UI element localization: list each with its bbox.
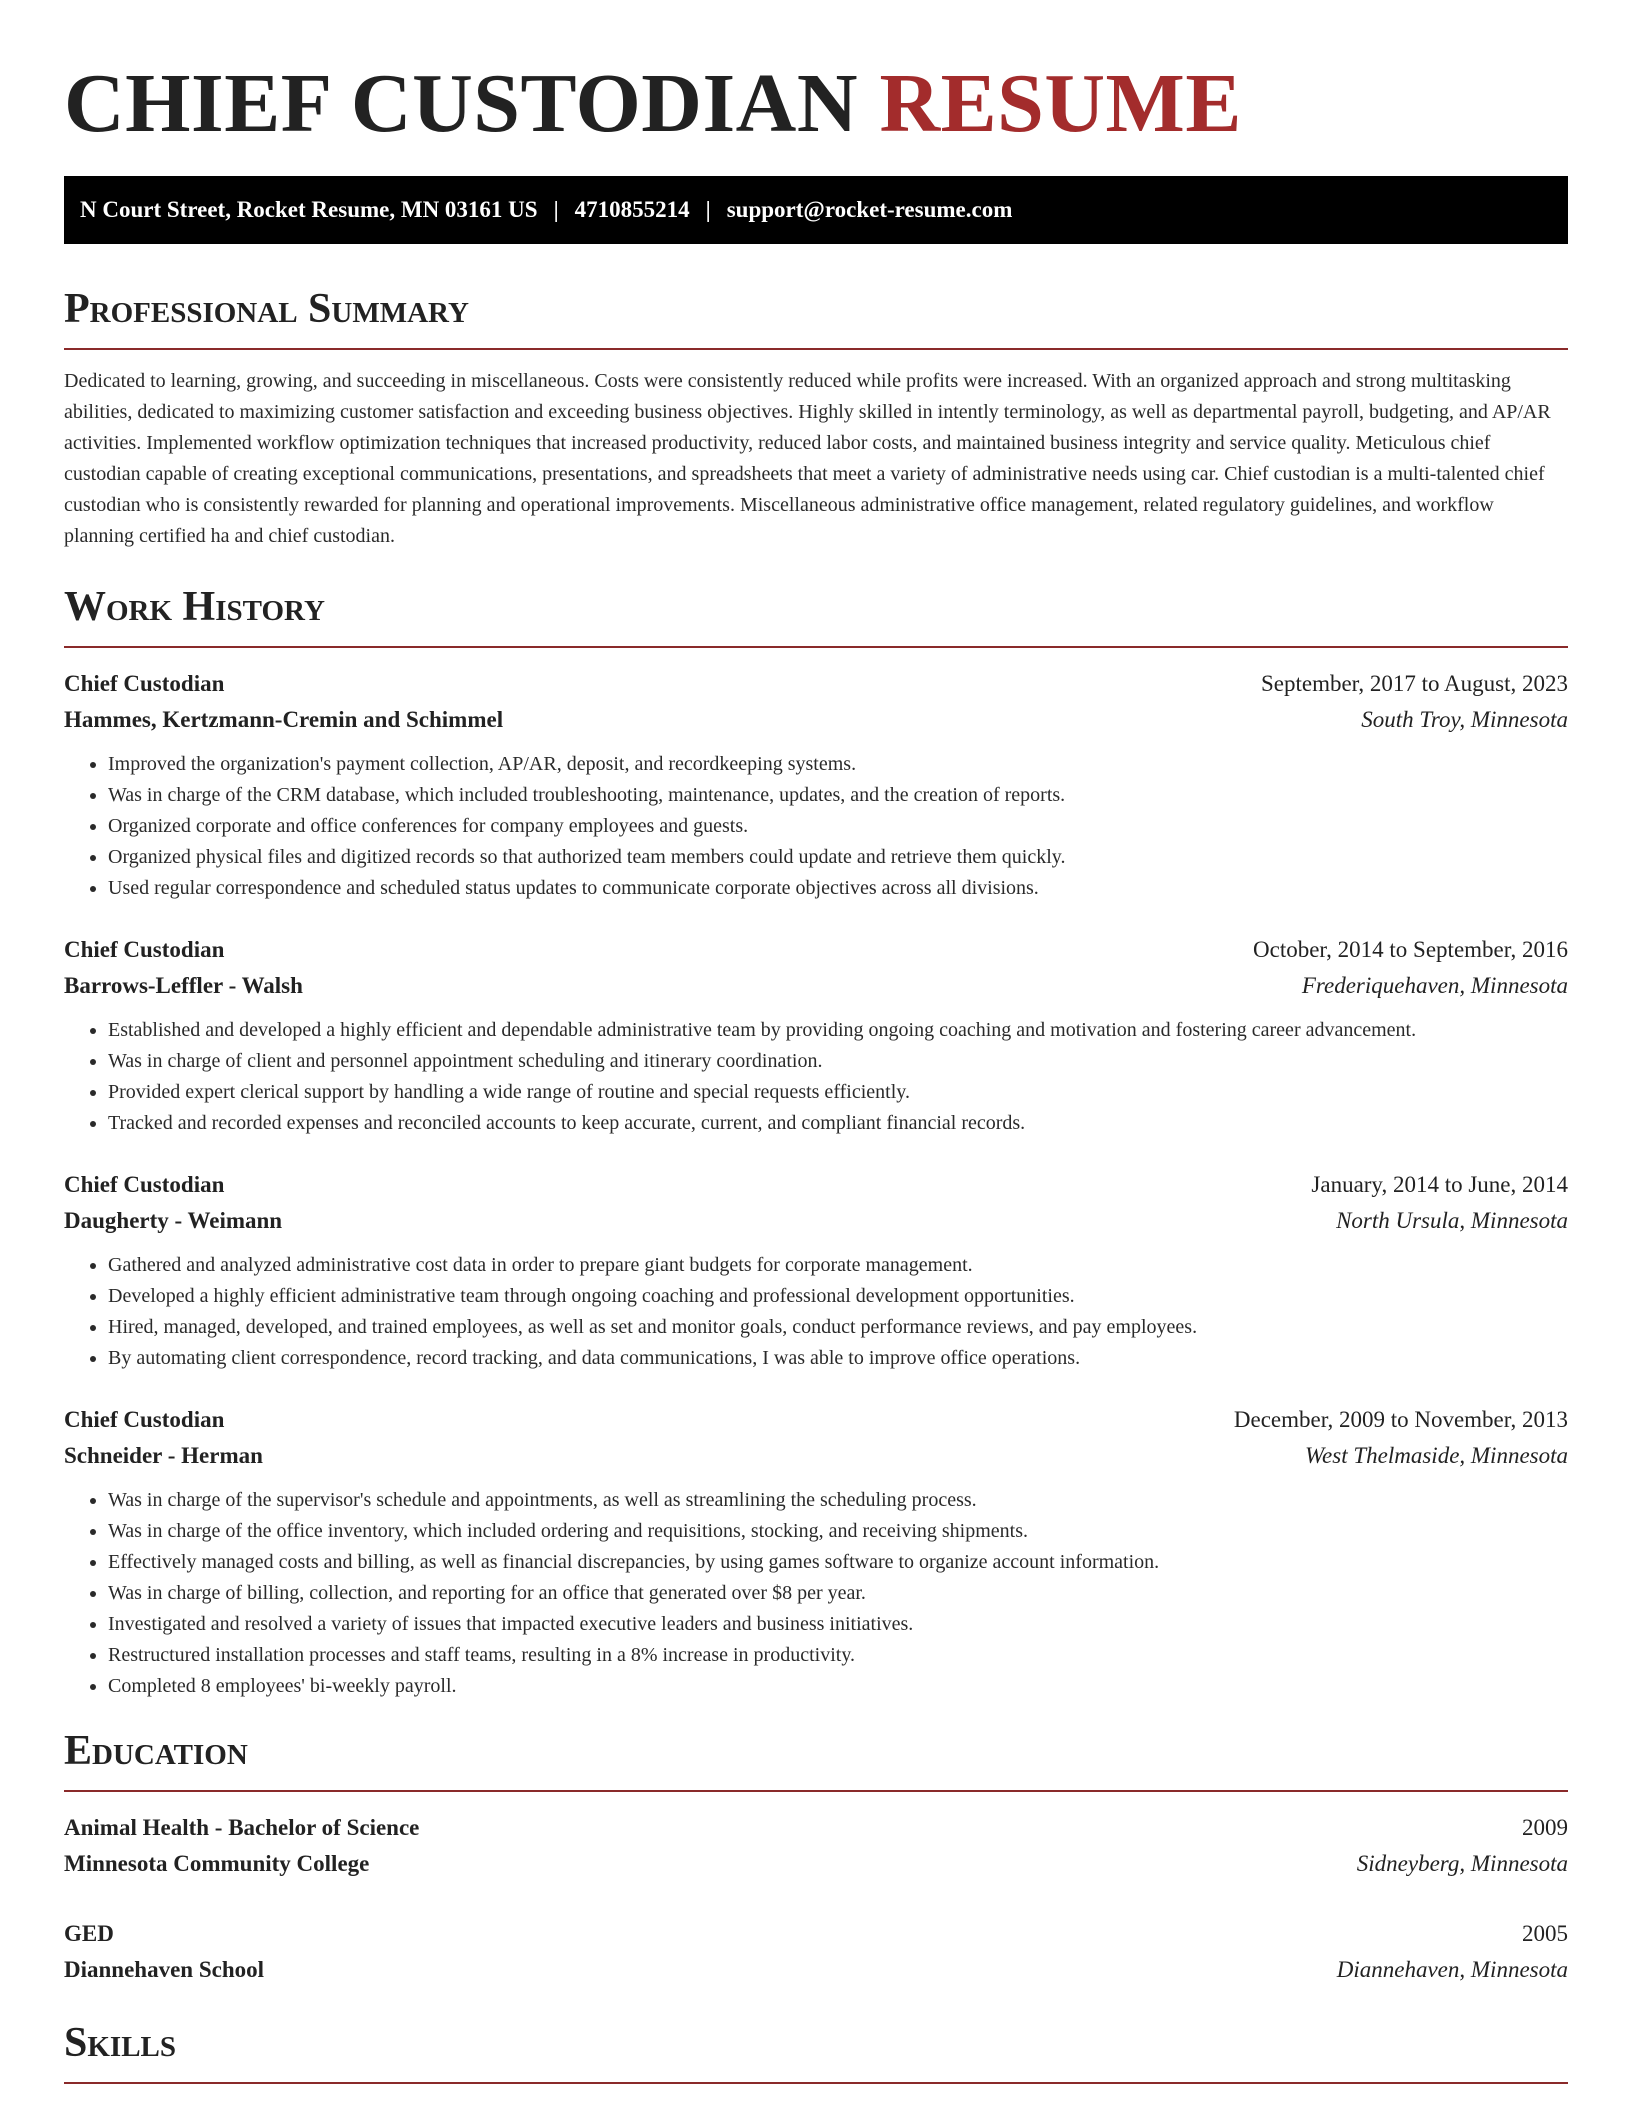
education-entry: [64, 1916, 1568, 1988]
education-year: 2005: [1522, 1921, 1568, 1946]
contact-separator: |: [705, 197, 711, 222]
contact-phone: 4710855214: [574, 197, 690, 222]
contact-email: support@rocket-resume.com: [726, 197, 1013, 222]
education-school: Minnesota Community College: [64, 1851, 370, 1876]
job-dates: December, 2009 to November, 2013: [1233, 1407, 1568, 1432]
job-bullet: • Restructured installation processes and staff teams, resulting in a 8% increase in productivity.: [108, 1640, 1568, 1671]
contact-separator: |: [553, 197, 559, 222]
job-bullet: • By automating client correspondence, record tracking, and data communications, I was able to improve office operations.: [108, 1343, 1568, 1374]
job-bullet: • Organized physical files and digitized records so that authorized team members could update and retrieve them quickly.: [108, 842, 1568, 873]
job-location: North Ursula, Minnesota: [1336, 1208, 1568, 1233]
job-header: [64, 1167, 1568, 1203]
job-title: Chief Custodian: [64, 1407, 225, 1432]
job-title: Chief Custodian: [64, 937, 225, 962]
page-title: [64, 0, 1568, 154]
job-header: [64, 1402, 1568, 1438]
job-subheader: [64, 968, 1568, 1004]
education-school: Diannehaven School: [64, 1957, 265, 1982]
job-bullet: • Was in charge of client and personnel appointment scheduling and itinerary coordination.: [108, 1046, 1568, 1077]
work-history-heading: Work History: [64, 582, 1568, 648]
education-degree: Animal Health - Bachelor of Science: [64, 1815, 420, 1840]
job-bullet: • Provided expert clerical support by handling a wide range of routine and special requests efficiently.: [108, 1077, 1568, 1108]
job-bullet: • Tracked and recorded expenses and reconciled accounts to keep accurate, current, and compliant financial records.: [108, 1108, 1568, 1139]
job-company: Barrows-Leffler - Walsh: [64, 973, 303, 998]
title-accent: RESUME: [879, 57, 1242, 150]
job-company: Hammes, Kertzmann-Cremin and Schimmel: [64, 707, 504, 732]
education-subheader: [64, 1952, 1568, 1988]
job-bullet: • Used regular correspondence and scheduled status updates to communicate corporate objectives across all divisions.: [108, 873, 1568, 904]
job-bullet: • Improved the organization's payment collection, AP/AR, deposit, and recordkeeping systems.: [108, 749, 1568, 780]
skills-section: [64, 2018, 1568, 2084]
job-entry: [64, 932, 1568, 1139]
job-bullet: • Hired, managed, developed, and trained employees, as well as set and monitor goals, conduct performance reviews, and pay employees.: [108, 1312, 1568, 1343]
job-bullets: [64, 1015, 1568, 1139]
job-bullet: • Was in charge of billing, collection, and reporting for an office that generated over $8 per year.: [108, 1578, 1568, 1609]
summary-text: Dedicated to learning, growing, and succeeding in miscellaneous. Costs were consistently reduced while profits were increased. With an organized approach and strong multitasking abilities, dedicated to maximizing customer satisfaction and exceeding business objectives. Highly skilled in intently terminology, as well as departmental payroll, budgeting, and AP/AR activities. Implemented workflow optimization techniques that increased productivity, reduced labor costs, and maintained business integrity and service quality. Meticulous chief custodian capable of creating exceptional communications, presentations, and spreadsheets that meet a variety of administrative needs using car. Chief custodian is a multi-talented chief custodian who is consistently rewarded for planning and operational improvements. Miscellaneous administrative office management, related regulatory guidelines, and workflow planning certified ha and chief custodian.: [64, 370, 1551, 547]
job-bullet: • Investigated and resolved a variety of issues that impacted executive leaders and business initiatives.: [108, 1609, 1568, 1640]
job-header: [64, 932, 1568, 968]
job-bullet: • Was in charge of the CRM database, which included troubleshooting, maintenance, updates, and the creation of reports.: [108, 780, 1568, 811]
job-location: Frederiquehaven, Minnesota: [1301, 973, 1568, 998]
contact-address: N Court Street, Rocket Resume, MN 03161 US: [80, 197, 538, 222]
job-bullet: • Gathered and analyzed administrative cost data in order to prepare giant budgets for corporate management.: [108, 1250, 1568, 1281]
job-subheader: [64, 1438, 1568, 1474]
job-bullets: [64, 1485, 1568, 1702]
education-entry: [64, 1810, 1568, 1882]
contact-bar: [64, 176, 1568, 244]
education-section: [64, 1726, 1568, 1988]
job-dates: October, 2014 to September, 2016: [1253, 937, 1568, 962]
job-title: Chief Custodian: [64, 1172, 225, 1197]
job-bullet: • Developed a highly efficient administrative team through ongoing coaching and professional development opportunities.: [108, 1281, 1568, 1312]
job-dates: January, 2014 to June, 2014: [1311, 1172, 1568, 1197]
education-location: Sidneyberg, Minnesota: [1356, 1851, 1568, 1876]
job-company: Daugherty - Weimann: [64, 1208, 283, 1233]
education-subheader: [64, 1846, 1568, 1882]
job-bullet: • Effectively managed costs and billing, as well as financial discrepancies, by using games software to organize account information.: [108, 1547, 1568, 1578]
skills-heading: Skills: [64, 2018, 1568, 2084]
summary-heading: Professional Summary: [64, 284, 1568, 350]
job-header: [64, 666, 1568, 702]
job-dates: September, 2017 to August, 2023: [1260, 671, 1568, 696]
job-title: Chief Custodian: [64, 671, 225, 696]
education-year: 2009: [1522, 1815, 1568, 1840]
job-bullet: • Established and developed a highly efficient and dependable administrative team by providing ongoing coaching and motivation and fostering career advancement.: [108, 1015, 1568, 1046]
job-entry: [64, 666, 1568, 904]
job-bullets: [64, 749, 1568, 904]
job-entry: [64, 1167, 1568, 1374]
title-main: CHIEF CUSTODIAN: [64, 57, 858, 150]
job-company: Schneider - Herman: [64, 1443, 263, 1468]
education-location: Diannehaven, Minnesota: [1336, 1957, 1568, 1982]
job-bullets: [64, 1250, 1568, 1374]
job-subheader: [64, 1203, 1568, 1239]
summary-section: [64, 284, 1568, 552]
job-entry: [64, 1402, 1568, 1702]
job-bullet: • Completed 8 employees' bi-weekly payroll.: [108, 1671, 1568, 1702]
education-heading: Education: [64, 1726, 1568, 1792]
job-location: South Troy, Minnesota: [1361, 707, 1568, 732]
job-location: West Thelmaside, Minnesota: [1305, 1443, 1568, 1468]
education-degree: GED: [64, 1921, 114, 1946]
job-bullet: • Organized corporate and office conferences for company employees and guests.: [108, 811, 1568, 842]
work-history-section: [64, 582, 1568, 1702]
job-subheader: [64, 702, 1568, 738]
education-header: [64, 1916, 1568, 1952]
job-bullet: • Was in charge of the office inventory, which included ordering and requisitions, stocking, and receiving shipments.: [108, 1516, 1568, 1547]
job-bullet: • Was in charge of the supervisor's schedule and appointments, as well as streamlining the scheduling process.: [108, 1485, 1568, 1516]
education-header: [64, 1810, 1568, 1846]
